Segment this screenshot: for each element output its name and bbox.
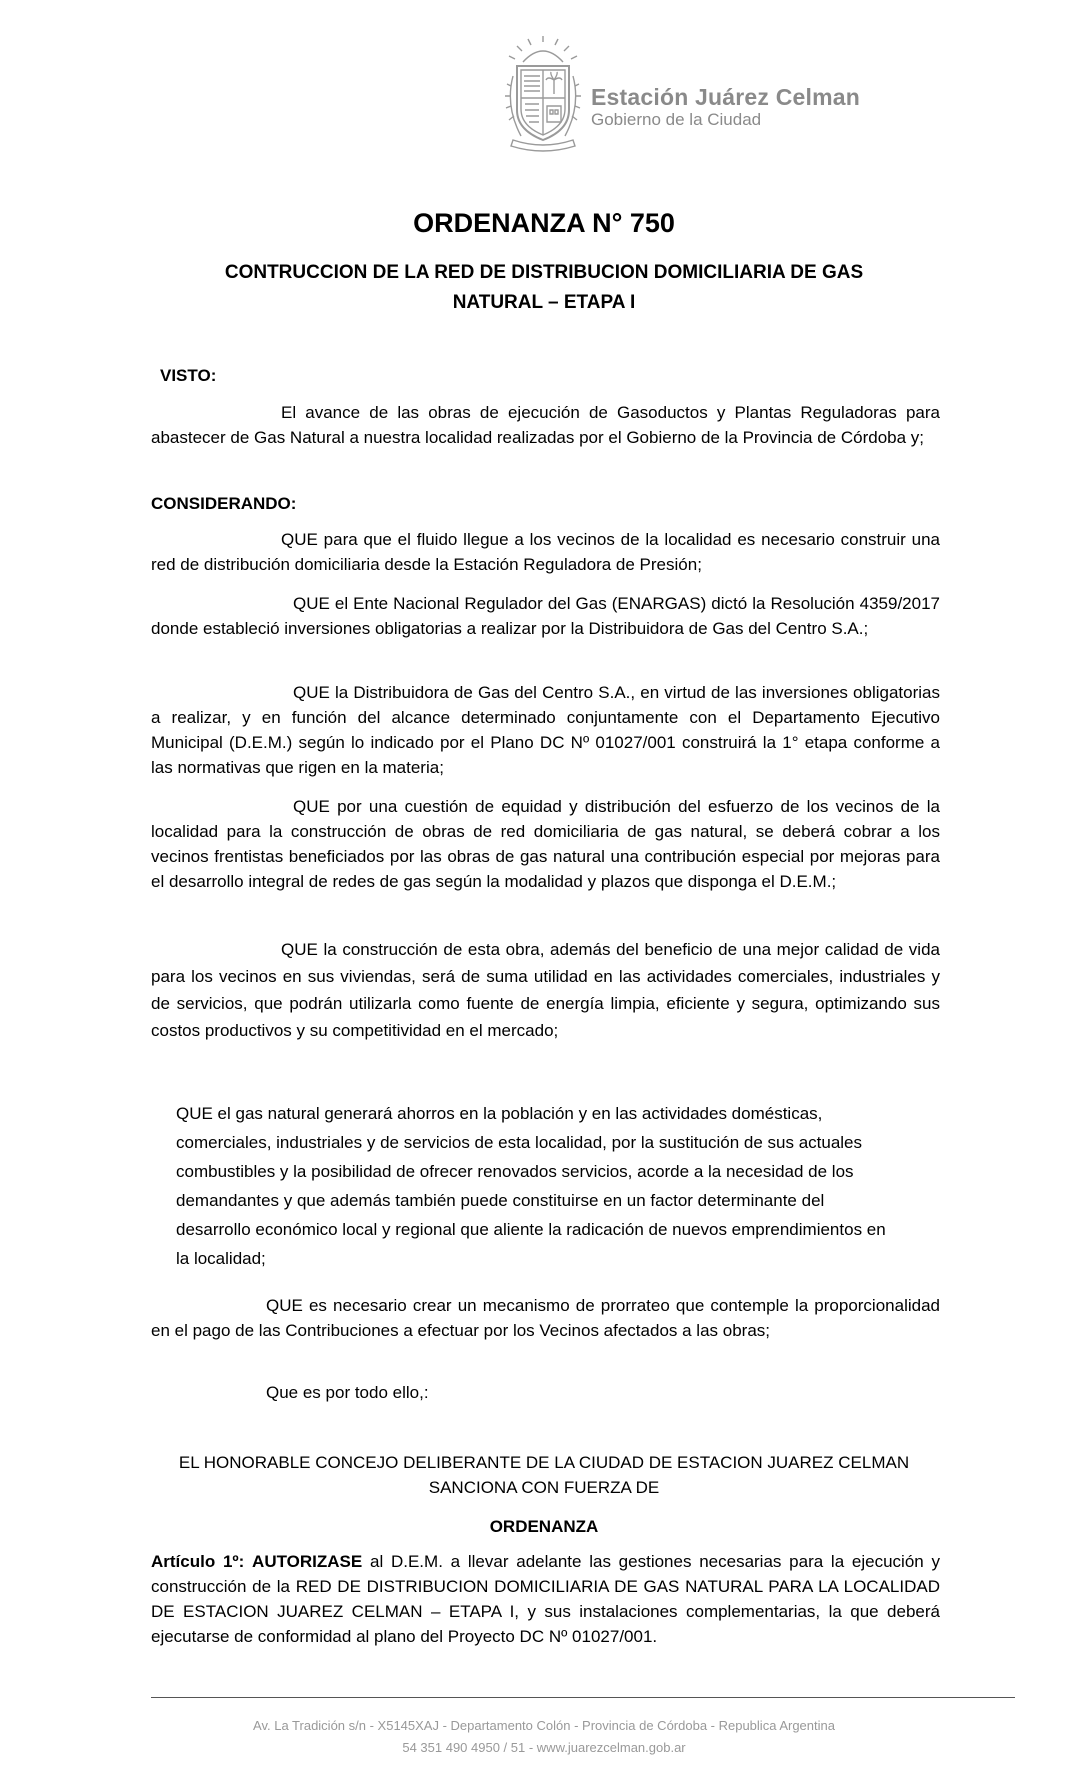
considerando-heading: CONSIDERANDO:: [151, 494, 297, 513]
organization-subtitle: Gobierno de la Ciudad: [591, 110, 762, 129]
footer-contact: 54 351 490 4950 / 51 - www.juarezcelman.gob.ar: [402, 1740, 686, 1755]
considerando-paragraph-7: QUE es necesario crear un mecanismo de prorrateo que contemple la proporcionalidad en el pago de las Contribuciones a efectuar por los Vecinos afectados a las obras;: [151, 1296, 940, 1340]
visto-paragraph: El avance de las obras de ejecución de Gasoductos y Plantas Reguladoras para abastecer de Gas Natural a nuestra localidad realizadas por el Gobierno de la Provincia de Córdoba y;: [151, 403, 940, 447]
footer-divider: [151, 1697, 1015, 1698]
considerando-paragraph-1: QUE para que el fluido llegue a los vecinos de la localidad es necesario construir una red de distribución domiciliaria desde la Estación Reguladora de Presión;: [151, 530, 940, 574]
closing-phrase: Que es por todo ello,:: [266, 1383, 429, 1402]
visto-heading: VISTO:: [160, 366, 217, 385]
considerando-paragraph-3: QUE la Distribuidora de Gas del Centro S.A., en virtud de las inversiones obligatorias a realizar, y en función del alcance determinado conjuntamente con el Departamento Ejecutivo Municipal (D.E.M.) según lo indicado por el Plano DC Nº 01027/001 construirá la 1° etapa conforme a las normativas que rigen en la materia;: [151, 683, 940, 777]
footer-address: Av. La Tradición s/n - X5145XAJ - Departamento Colón - Provincia de Córdoba - Republica Argentina: [253, 1718, 835, 1733]
considerando-paragraph-2: QUE el Ente Nacional Regulador del Gas (ENARGAS) dictó la Resolución 4359/2017 donde estableció inversiones obligatorias a realizar por la Distribuidora de Gas del Centro S.A.;: [151, 594, 940, 638]
organization-name: Estación Juárez Celman: [591, 84, 861, 110]
article-1-text: al D.E.M. a llevar adelante las gestiones necesarias para la ejecución y construcción de la RED DE DISTRIBUCION DOMICILIARIA DE GAS NATURAL PARA LA LOCALIDAD DE ESTACION JUAREZ CELMAN – ETAPA I, y sus instalaciones complementarias, la que deberá ejecutarse de conformidad al plano del Proyecto DC Nº 01027/001.: [151, 1552, 940, 1646]
sanction-line-1: EL HONORABLE CONCEJO DELIBERANTE DE LA CIUDAD DE ESTACION JUAREZ CELMAN: [178, 1453, 910, 1472]
ordenanza-heading: ORDENANZA: [489, 1517, 599, 1536]
document-subtitle: [160, 258, 928, 318]
document-title: ORDENANZA N° 750: [413, 208, 675, 238]
sanction-line-2: SANCIONA CON FUERZA DE: [428, 1478, 660, 1497]
considerando-paragraph-6: QUE el gas natural generará ahorros en la población y en las actividades domésticas, comerciales, industriales y de servicios de esta localidad, por la sustitución de sus actuales combustibles y la posibilidad de ofrecer renovados servicios, acorde a la necesidad de los demandantes y que además también puede constituirse en un factor determinante del desarrollo económico local y regional que aliente la radicación de nuevos emprendimientos en la localidad;: [176, 1104, 886, 1268]
considerando-paragraph-5: QUE la construcción de esta obra, además del beneficio de una mejor calidad de vida para los vecinos en sus viviendas, será de suma utilidad en las actividades comerciales, industriales y de servicios, que podrán utilizarla como fuente de energía limpia, eficiente y segura, optimizando sus costos productivos y su competitividad en el mercado;: [151, 940, 940, 1040]
article-1-keyword: AUTORIZASE: [252, 1552, 363, 1571]
subtitle-line-2: NATURAL – ETAPA I: [452, 292, 636, 313]
subtitle-line-1: CONTRUCCION DE LA RED DE DISTRIBUCION DOMICILIARIA DE GAS: [224, 262, 864, 283]
article-1-label: Artículo 1º:: [151, 1552, 245, 1571]
considerando-paragraph-4: QUE por una cuestión de equidad y distribución del esfuerzo de los vecinos de la localidad para la construcción de obras de red domiciliaria de gas natural, se deberá cobrar a los vecinos frentistas beneficiados por las obras de gas natural una contribución especial por mejoras para el desarrollo integral de redes de gas según la modalidad y plazos que disponga el D.E.M.;: [151, 797, 940, 891]
article-1: [151, 1549, 940, 1649]
coat-of-arms-logo: [495, 36, 591, 156]
